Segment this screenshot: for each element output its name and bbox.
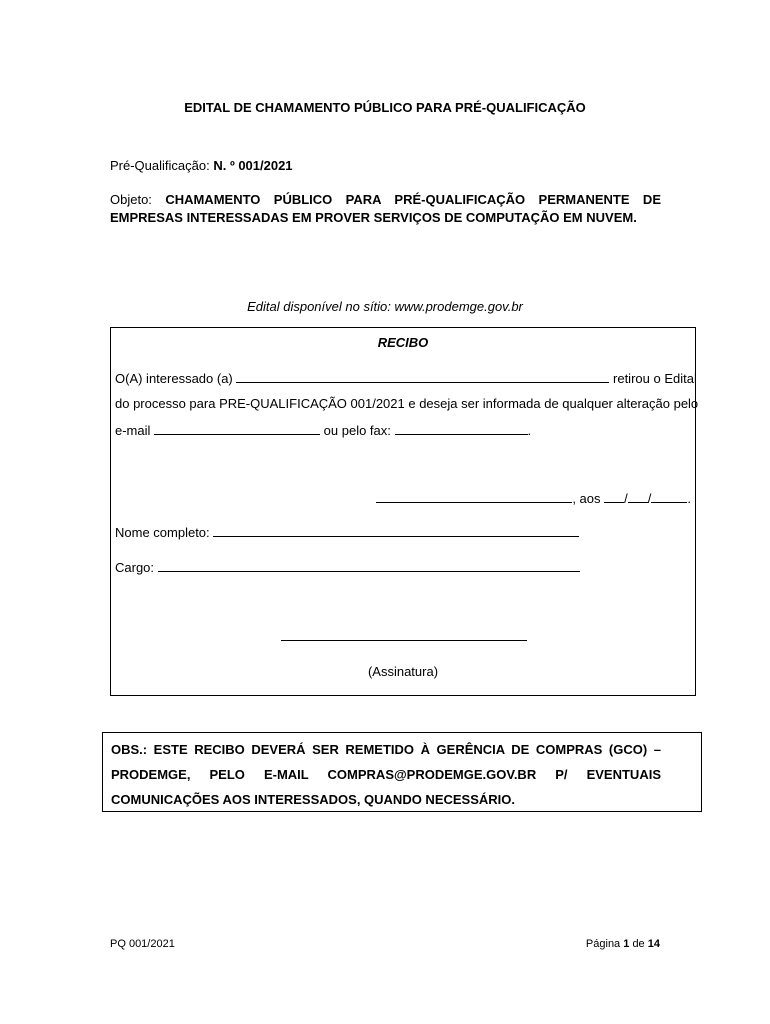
interessado-label: O(A) interessado (a) [115, 371, 233, 386]
fax-label: ou pelo fax: [323, 423, 391, 438]
fax-blank[interactable] [395, 422, 528, 435]
prequalification-label: Pré-Qualificação: [110, 158, 210, 173]
prequalification-number: N. º 001/2021 [213, 158, 293, 173]
footer-page-number [560, 938, 660, 950]
contact-line-end: . [527, 423, 532, 438]
recibo-interessado-line [115, 370, 697, 387]
site-availability-text: Edital disponível no sítio: www.prodemge.gov.br [247, 299, 523, 314]
year-blank[interactable] [651, 490, 687, 503]
document-title: EDITAL DE CHAMAMENTO PÚBLICO PARA PRÉ-QUALIFICAÇÃO [184, 100, 586, 115]
signature-line[interactable] [281, 640, 527, 641]
page-current: 1 [623, 938, 630, 950]
recibo-nome-line [115, 524, 579, 541]
day-blank[interactable] [604, 490, 624, 503]
interessado-blank[interactable] [236, 370, 609, 383]
cargo-blank[interactable] [158, 559, 580, 572]
recibo-title: RECIBO [377, 335, 429, 350]
email-blank[interactable] [154, 422, 320, 435]
retirou-text: retirou o Edital [613, 371, 697, 386]
page-total: 14 [647, 938, 660, 950]
nome-label: Nome completo: [115, 525, 210, 540]
recibo-box [110, 327, 699, 696]
date-end: . [687, 491, 691, 506]
objeto-text: CHAMAMENTO PÚBLICO PARA PRÉ-QUALIFICAÇÃO PERMANENTE DE EMPRESAS INTERESSADAS EM PROVER SERVIÇOS DE COMPUTAÇÃO EM NUVEM. [110, 192, 661, 225]
location-blank[interactable] [376, 490, 572, 503]
nome-blank[interactable] [213, 524, 579, 537]
page-sep: de [632, 938, 645, 950]
footer-document-code: PQ 001/2021 [110, 938, 175, 950]
signature-label: (Assinatura) [367, 664, 439, 679]
objeto-paragraph [110, 191, 661, 227]
obs-text: OBS.: ESTE RECIBO DEVERÁ SER REMETIDO À GERÊNCIA DE COMPRAS (GCO) – PRODEMGE, PELO E-MAIL COMPRAS@PRODEMGE.GOV.BR P/ EVENTUAIS COMUNICAÇÕES AOS INTERESSADOS, QUANDO NECESSÁRIO. [111, 742, 661, 807]
email-label: e-mail [115, 423, 151, 438]
prequalification-line [110, 157, 293, 174]
cargo-label: Cargo: [115, 560, 155, 575]
recibo-contact-line [115, 422, 531, 439]
recibo-cargo-line [115, 559, 580, 576]
obs-box [102, 732, 702, 812]
objeto-label: Objeto: [110, 192, 152, 207]
date-sep: , aos [572, 491, 601, 506]
month-blank[interactable] [628, 490, 648, 503]
recibo-processo-line: do processo para PRE-QUALIFICAÇÃO 001/2021 e deseja ser informada de qualquer alteração pelo [115, 396, 699, 411]
page-label: Página [585, 938, 621, 950]
recibo-date-line: , aos / / . [376, 490, 691, 507]
